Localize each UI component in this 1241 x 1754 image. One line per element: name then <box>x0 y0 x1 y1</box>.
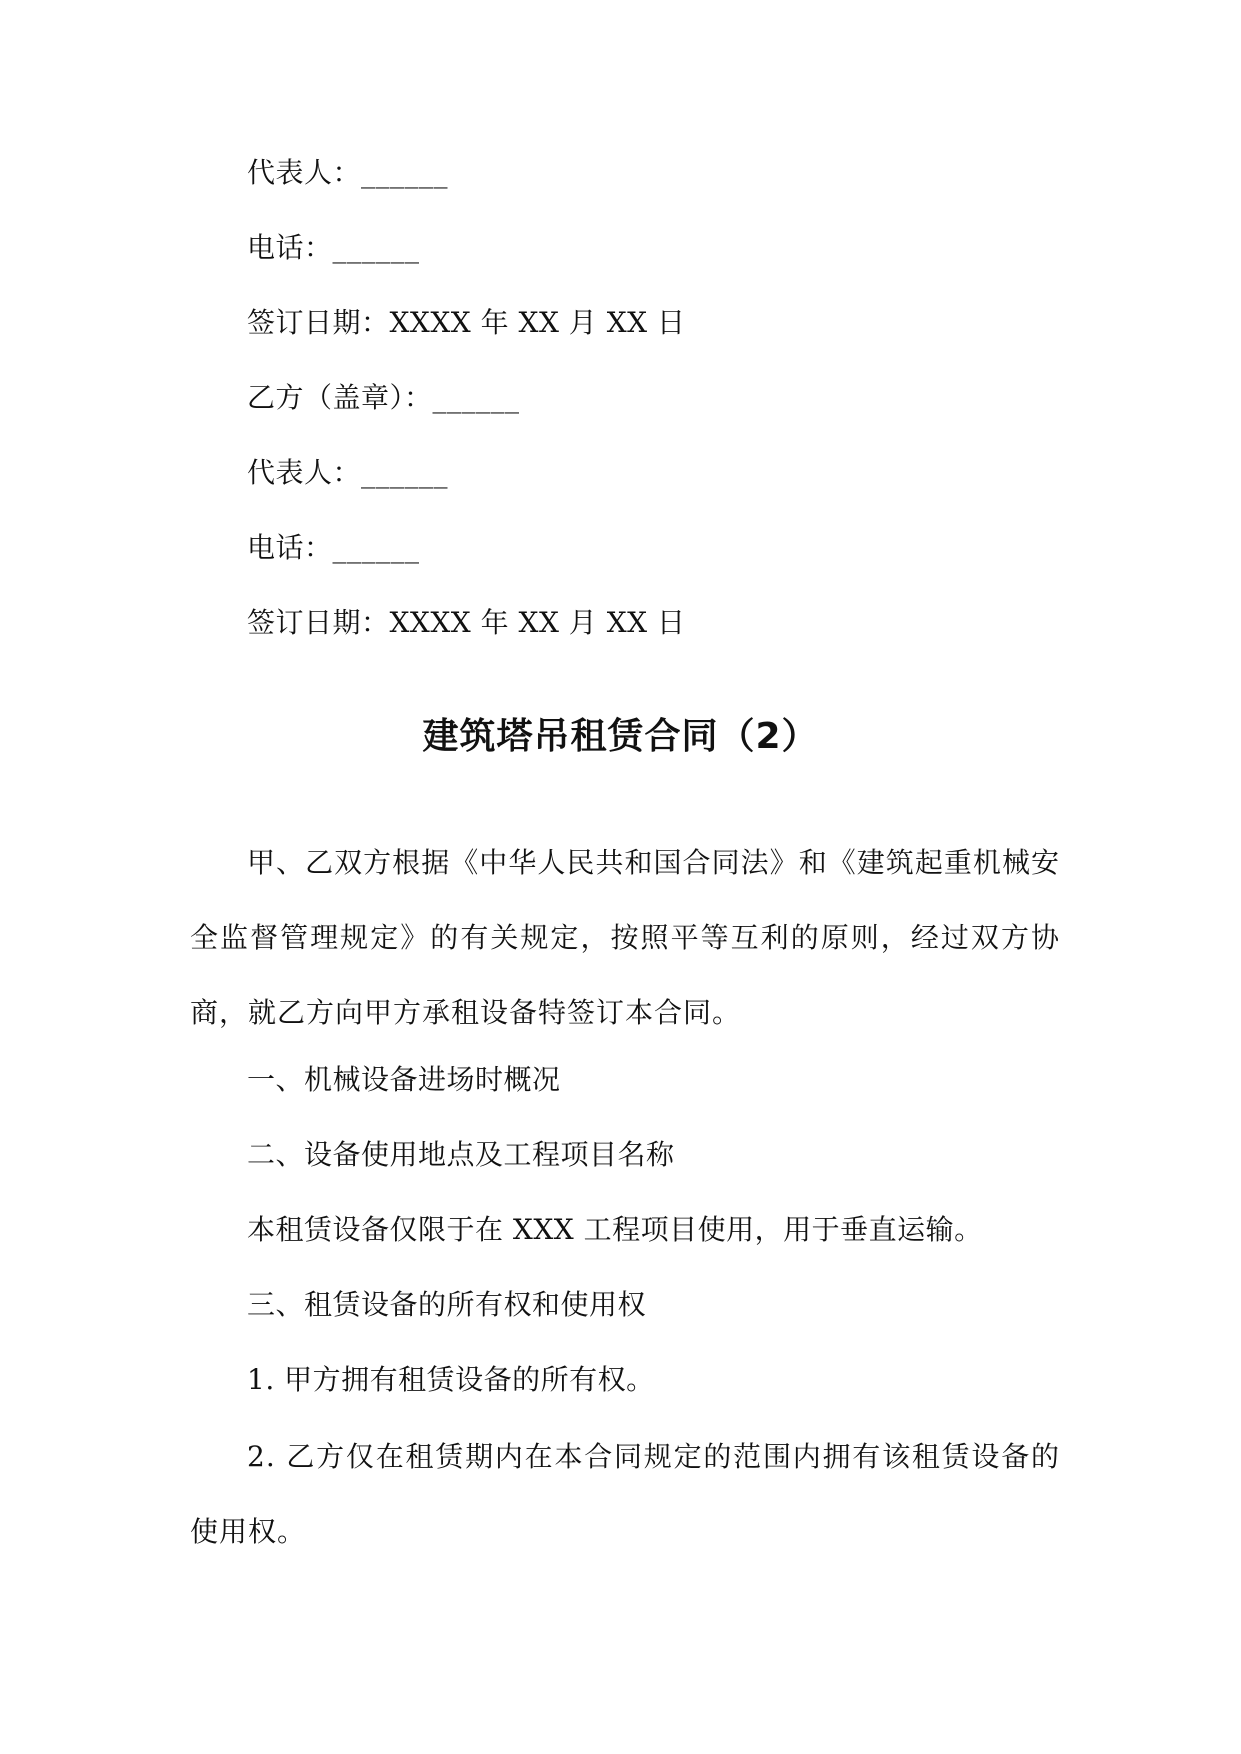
party-b-phone: 电话：______ <box>247 531 420 564</box>
section-2-body: 本租赁设备仅限于在 XXX 工程项目使用，用于垂直运输。 <box>247 1213 983 1246</box>
party-a-phone: 电话：______ <box>247 231 420 264</box>
party-b-seal: 乙方（盖章）：______ <box>247 381 520 414</box>
section-3-item-2: 2. 乙方仅在租赁期内在本合同规定的范围内拥有该租赁设备的使用权。 <box>190 1440 1060 1548</box>
contract-preamble: 甲、乙双方根据《中华人民共和国合同法》和《建筑起重机械安全监督管理规定》的有关规定，按照平等互利的原则，经过双方协商，就乙方向甲方承租设备特签订本合同。 <box>190 846 1060 1029</box>
section-3-item-1: 1. 甲方拥有租赁设备的所有权。 <box>247 1363 655 1396</box>
section-1-heading: 一、机械设备进场时概况 <box>247 1063 561 1096</box>
party-b-sign-date: 签订日期：XXXX 年 XX 月 XX 日 <box>247 606 686 639</box>
section-2-heading: 二、设备使用地点及工程项目名称 <box>247 1138 675 1171</box>
party-b-representative: 代表人：______ <box>247 456 449 489</box>
party-a-sign-date: 签订日期：XXXX 年 XX 月 XX 日 <box>247 306 686 339</box>
section-3-heading: 三、租赁设备的所有权和使用权 <box>247 1288 647 1321</box>
party-a-representative: 代表人：______ <box>247 156 449 189</box>
contract-title: 建筑塔吊租赁合同（2） <box>422 716 819 757</box>
